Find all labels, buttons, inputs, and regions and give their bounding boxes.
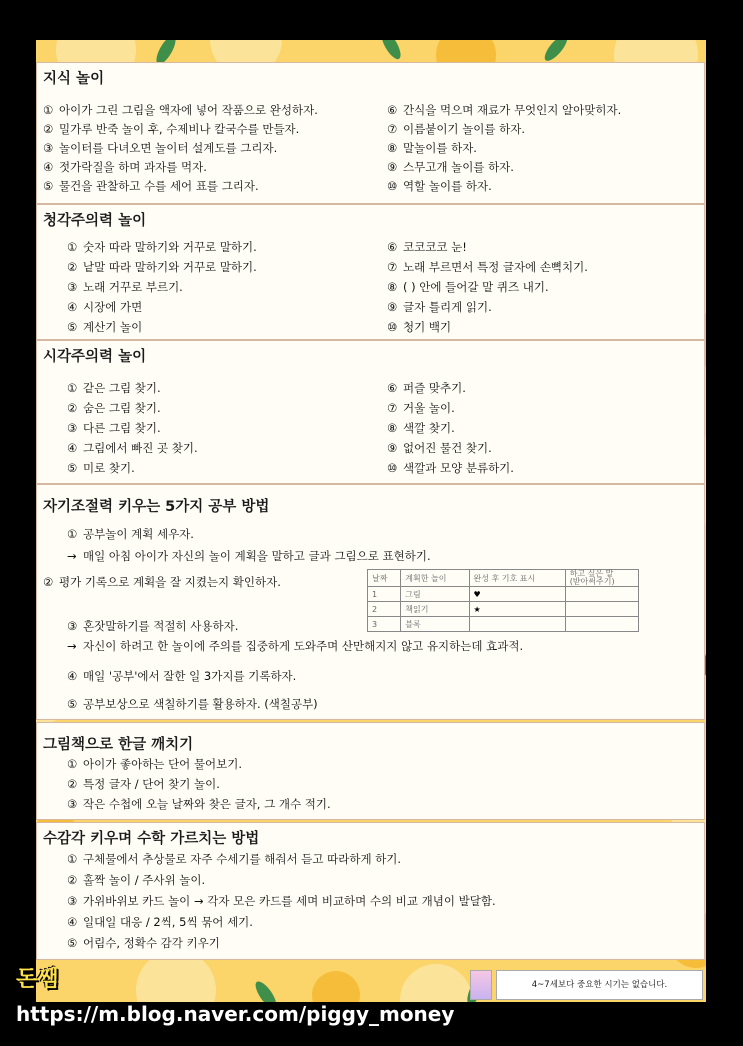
list-item: → 자신이 하려고 한 놀이에 주의를 집중하게 도와주며 산만해지지 않고 유지하는데 효과적. xyxy=(67,639,524,653)
list-item: ① 아이가 좋아하는 단어 물어보기. xyxy=(67,757,243,771)
list-item: ⑩ 색깔과 모양 분류하기. xyxy=(387,461,514,475)
table-cell: 그림 xyxy=(401,587,469,602)
table-cell xyxy=(565,587,638,602)
list-item: ⑤ 미로 찾기. xyxy=(67,461,135,475)
list-item: ⑨ 없어진 물건 찾기. xyxy=(387,441,492,455)
list-item: ① 공부놀이 계획 세우자. xyxy=(67,527,194,541)
list-item: ③ 혼잣말하기를 적절히 사용하자. xyxy=(67,619,239,633)
blog-url[interactable]: https://m.blog.naver.com/piggy_money xyxy=(16,1002,455,1026)
list-item: ⑧ ( ) 안에 들어갈 말 퀴즈 내기. xyxy=(387,280,549,294)
list-item: ⑦ 이름붙이기 놀이를 하자. xyxy=(387,122,526,136)
list-item: ⑩ 역할 놀이를 하자. xyxy=(387,179,492,193)
list-item: ⑦ 노래 부르면서 특정 글자에 손뼉치기. xyxy=(387,260,588,274)
table-cell: 블록 xyxy=(401,617,469,632)
evaluation-record-table xyxy=(367,569,639,632)
section-title: 시각주의력 놀이 xyxy=(43,349,147,365)
list-item: ③ 다른 그림 찾기. xyxy=(67,421,161,435)
list-item: ④ 젓가락질을 하며 과자를 먹자. xyxy=(43,160,207,174)
list-item: ① 구체물에서 추상물로 자주 수세기를 해줘서 듣고 따라하게 하기. xyxy=(67,852,402,866)
list-item: ⑤ 계산기 놀이 xyxy=(67,320,143,334)
auditory-attention-section xyxy=(36,204,705,340)
table-header: 계획한 놀이 xyxy=(401,570,469,587)
list-item: ② 홀짝 놀이 / 주사위 놀이. xyxy=(67,873,206,887)
list-item: ⑨ 스무고개 놀이를 하자. xyxy=(387,160,514,174)
section-title: 자기조절력 키우는 5가지 공부 방법 xyxy=(43,499,270,515)
list-item: ② 낱말 따라 말하기와 거꾸로 말하기. xyxy=(67,260,257,274)
section-title: 청각주의력 놀이 xyxy=(43,213,147,229)
table-cell: ♥ xyxy=(469,587,565,602)
list-item: ⑤ 어림수, 정확수 감각 키우기 xyxy=(67,936,220,950)
picture-book-section xyxy=(36,722,705,820)
list-item: ⑥ 간식을 먹으며 재료가 무엇인지 알아맞히자. xyxy=(387,103,622,117)
list-item: ⑨ 글자 틀리게 읽기. xyxy=(387,300,492,314)
self-control-section xyxy=(36,484,705,720)
table-cell xyxy=(469,617,565,632)
knowledge-play-section xyxy=(36,62,705,204)
list-item: ② 평가 기록으로 계획을 잘 지켰는지 확인하자. xyxy=(43,575,281,589)
list-item: ① 같은 그림 찾기. xyxy=(67,381,161,395)
list-item: ⑧ 색깔 찾기. xyxy=(387,421,455,435)
list-item: → 매일 아침 아이가 자신의 놀이 계획을 말하고 글과 그림으로 표현하기. xyxy=(67,549,431,563)
table-header: 완성 후 기호 표시 xyxy=(469,570,565,587)
footer-note: 4~7세보다 중요한 시기는 없습니다. xyxy=(496,970,703,1000)
list-item: ⑤ 공부보상으로 색칠하기를 활용하자. (색칠공부) xyxy=(67,697,318,711)
table-cell: 3 xyxy=(368,617,401,632)
list-item: ④ 일대일 대응 / 2씩, 5씩 묶어 세기. xyxy=(67,915,253,929)
list-item: ⑦ 거울 놀이. xyxy=(387,401,455,415)
table-cell: 책읽기 xyxy=(401,602,469,617)
logo: 돈쌤 xyxy=(16,967,59,992)
table-cell: 2 xyxy=(368,602,401,617)
list-item: ① 아이가 그린 그림을 액자에 넣어 작품으로 완성하자. xyxy=(43,103,318,117)
table-cell: ★ xyxy=(469,602,565,617)
list-item: ⑥ 퍼즐 맞추기. xyxy=(387,381,466,395)
list-item: ⑥ 코코코코 눈! xyxy=(387,240,467,254)
number-sense-section xyxy=(36,822,705,960)
list-item: ⑩ 청기 백기 xyxy=(387,320,452,334)
list-item: ④ 시장에 가면 xyxy=(67,300,143,314)
book-thumbnail xyxy=(470,970,492,1000)
list-item: ② 특정 글자 / 단어 찾기 놀이. xyxy=(67,777,220,791)
list-item: ④ 매일 '공부'에서 잘한 일 3가지를 기록하자. xyxy=(67,669,297,683)
list-item: ② 숨은 그림 찾기. xyxy=(67,401,161,415)
list-item: ⑧ 말놀이를 하자. xyxy=(387,141,477,155)
list-item: ③ 놀이터를 다녀오면 놀이터 설계도를 그리자. xyxy=(43,141,278,155)
table-cell xyxy=(565,602,638,617)
table-header: 날짜 xyxy=(368,570,401,587)
table-cell xyxy=(565,617,638,632)
table-header: 하고 싶은 말 (받아써주기) xyxy=(565,570,638,587)
list-item: ④ 그림에서 빠진 곳 찾기. xyxy=(67,441,198,455)
section-title: 지식 놀이 xyxy=(43,71,105,87)
list-item: ③ 가위바위보 카드 놀이 → 각자 모은 카드를 세며 비교하며 수의 비교 개념이 발달함. xyxy=(67,894,496,908)
table-cell: 1 xyxy=(368,587,401,602)
section-title: 수감각 키우며 수학 가르치는 방법 xyxy=(43,831,260,847)
list-item: ① 숫자 따라 말하기와 거꾸로 말하기. xyxy=(67,240,257,254)
list-item: ⑤ 물건을 관찰하고 수를 세어 표를 그리자. xyxy=(43,179,259,193)
section-title: 그림책으로 한글 깨치기 xyxy=(43,737,194,753)
list-item: ③ 작은 수첩에 오늘 날짜와 찾은 글자, 그 개수 적기. xyxy=(67,797,331,811)
list-item: ② 밀가루 반죽 놀이 후, 수제비나 칼국수를 만들자. xyxy=(43,122,300,136)
visual-attention-section xyxy=(36,340,705,484)
list-item: ③ 노래 거꾸로 부르기. xyxy=(67,280,183,294)
